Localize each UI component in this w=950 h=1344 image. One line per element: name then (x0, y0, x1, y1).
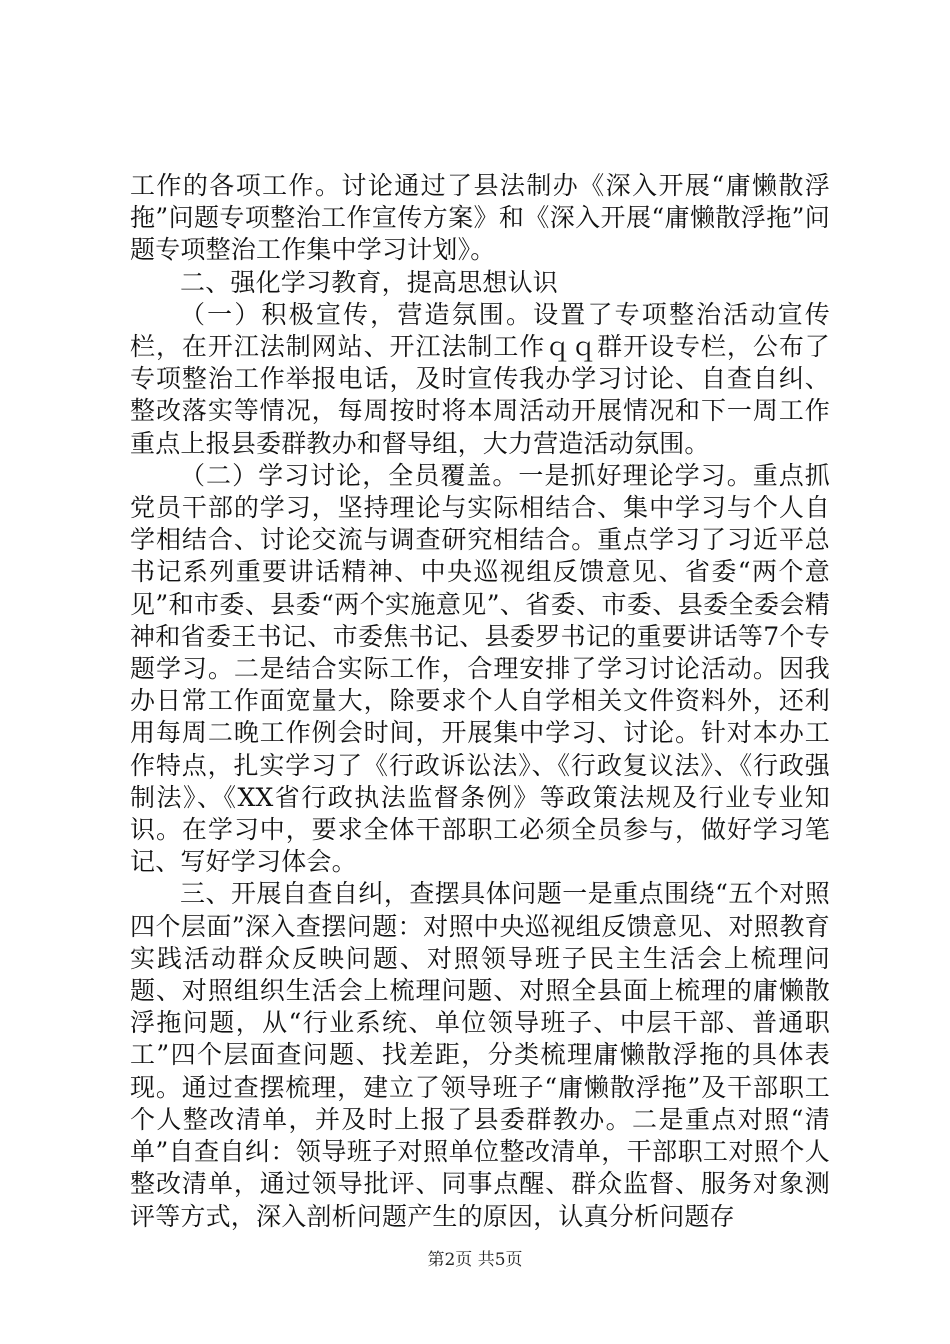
paragraph-publicity: （一）积极宣传，营造氛围。设置了专项整治活动宣传栏，在开江法制网站、开江法制工作ｑｑ群开设专栏，公布了专项整治工作举报电话，及时宣传我办学习讨论、自查自纠、整改落实等情况，每周按时将本周活动开展情况和下一周工作重点上报县委群教办和督导组，大力营造活动氛围。 (130, 299, 830, 458)
page-number-footer: 第2页 共5页 (427, 1250, 523, 1270)
paragraph-study: （二）学习讨论，全员覆盖。一是抓好理论学习。重点抓党员干部的学习，坚持理论与实际相结合、集中学习与个人自学相结合、讨论交流与调查研究相结合。重点学习了习近平总书记系列重要讲话精神、中央巡视组反馈意见、省委“两个意见”和市委、县委“两个实施意见”、省委、市委、县委全委会精神和省委王书记、市委焦书记、县委罗书记的重要讲话等7个专题学习。二是结合实际工作，合理安排了学习讨论活动。因我办日常工作面宽量大，除要求个人自学相关文件资料外，还利用每周二晚工作例会时间，开展集中学习、讨论。针对本办工作特点，扎实学习了《行政诉讼法》、《行政复议法》、《行政强制法》、《XX省行政执法监督条例》等政策法规及行业专业知识。在学习中，要求全体干部职工必须全员参与，做好学习笔记、写好学习体会。 (130, 460, 830, 877)
document-body (130, 170, 830, 1233)
paragraph-continuation: 工作的各项工作。讨论通过了县法制办《深入开展“庸懒散浮拖”问题专项整治工作宣传方案》和《深入开展“庸懒散浮拖”问题专项整治工作集中学习计划》。 (130, 171, 830, 265)
section-heading-2: 二、强化学习教育，提高思想认识 (180, 267, 559, 297)
paragraph-self-inspection: 三、开展自查自纠，查摆具体问题一是重点围绕“五个对照四个层面”深入查摆问题：对照中央巡视组反馈意见、对照教育实践活动群众反映问题、对照领导班子民主生活会上梳理问题、对照组织生活会上梳理问题、对照全县面上梳理的庸懒散浮拖问题，从“行业系统、单位领导班子、中层干部、普通职工”四个层面查问题、找差距，分类梳理庸懒散浮拖的具体表现。通过查摆梳理，建立了领导班子“庸懒散浮拖”及干部职工个人整改清单，并及时上报了县委群教办。二是重点对照“清单”自查自纠：领导班子对照单位整改清单，干部职工对照个人整改清单，通过领导批评、同事点醒、群众监督、服务对象测评等方式，深入剖析问题产生的原因，认真分析问题存 (130, 879, 830, 1231)
